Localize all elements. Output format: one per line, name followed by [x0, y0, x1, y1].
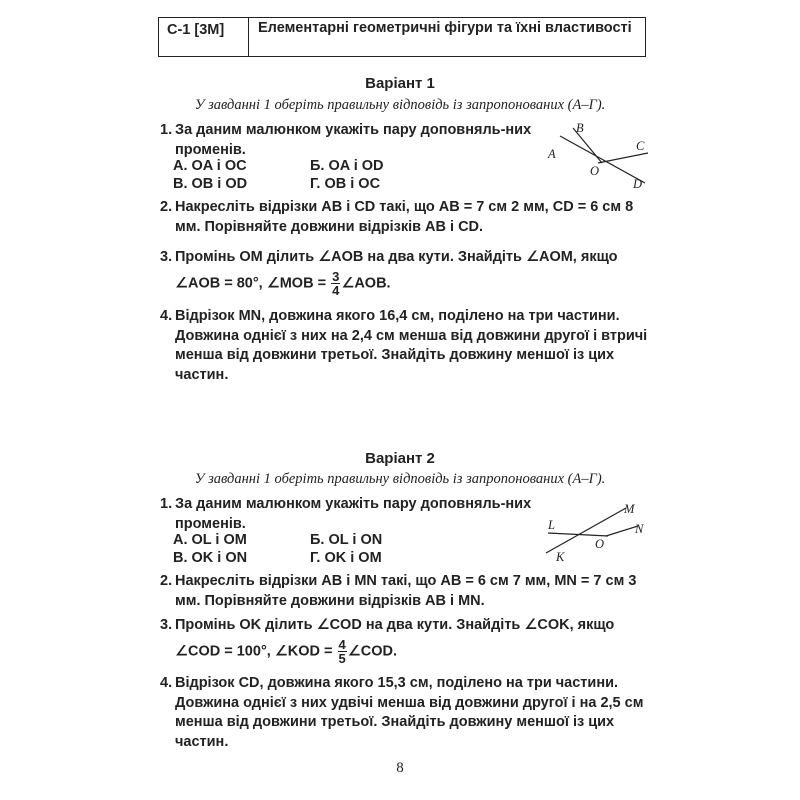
variant2-task2 [160, 572, 650, 611]
section-topic: Елементарні геометричні фігури та їхні властивості [258, 20, 632, 36]
v2-ray-figure [538, 498, 650, 566]
v1-option-b: Б. OA і OD [310, 158, 384, 174]
task-number: 2. [160, 573, 173, 589]
variant1-task3 [160, 248, 650, 297]
task-number: 4. [160, 308, 173, 324]
variant2-task1 [160, 495, 550, 534]
task-text: Відрізок CD, довжина якого 15,3 см, поділено на три частини. Довжина однієї з них удвічі менша від довжини другої і на 2,5 см менша від довжини третьої. Знайдіть довжину меншої із цих частин. [175, 675, 644, 750]
v2-option-b: Б. OL і ON [310, 532, 383, 548]
label-o: O [595, 537, 605, 551]
v2-option-a: А. OL і OM [173, 532, 247, 548]
task-text: За даним малюнком укажіть пару доповняль-них променів. [175, 122, 532, 158]
v1-option-v: В. OB і OD [173, 176, 248, 192]
fraction [331, 270, 340, 297]
task-text: Накресліть відрізки AB і CD такі, що AB = 7 см 2 мм, CD = 6 см 8 мм. Порівняйте довжини відрізків AB і CD. [175, 199, 634, 235]
label-o: O [590, 164, 600, 178]
task-text: Відрізок MN, довжина якого 16,4 см, поділено на три частини. Довжина однієї з них на 2,4 см менша від довжини другої і втричі менша від довжини третьої. Знайдіть довжину меншої із цих частин. [175, 308, 648, 383]
formula-right: ∠COD. [347, 642, 398, 659]
task-number: 3. [160, 617, 173, 633]
v2-option-v: В. OK і ON [173, 550, 248, 566]
variant2-task3 [160, 616, 650, 665]
task-text-line1: Промінь OK ділить ∠COD на два кути. Знайдіть ∠COK, якщо [175, 617, 615, 633]
variant2-title: Варіант 2 [365, 450, 435, 467]
v1-ray-figure [540, 118, 650, 193]
header-table [158, 17, 646, 57]
label-c: C [636, 139, 645, 153]
label-l: L [548, 518, 555, 532]
section-code: С-1 [3М] [159, 18, 249, 56]
variant1-title: Варіант 1 [365, 75, 435, 92]
task-text: Накресліть відрізки AB і MN такі, що AB = 6 см 7 мм, MN = 7 см 3 мм. Порівняйте довжини відрізків AB і MN. [175, 573, 637, 609]
fraction-numerator: 3 [332, 268, 340, 284]
fraction [338, 638, 347, 665]
fraction-denominator: 4 [332, 282, 340, 298]
v1-option-g: Г. OB і OC [310, 176, 381, 192]
task-number: 4. [160, 675, 173, 691]
ray-line-ad [560, 136, 645, 183]
v2-option-g: Г. OK і OM [310, 550, 382, 566]
task-text-line2 [175, 270, 650, 297]
variant1-task2 [160, 198, 650, 237]
label-a: A [548, 147, 556, 161]
label-m: M [624, 502, 635, 516]
variant1-instruction: У завданні 1 оберіть правильну відповідь із запропонованих (А–Г). [194, 97, 606, 113]
fraction-denominator: 5 [338, 650, 346, 666]
task-number: 2. [160, 199, 173, 215]
variant2-instruction: У завданні 1 оберіть правильну відповідь із запропонованих (А–Г). [194, 471, 606, 487]
ray-line-n [606, 526, 638, 536]
label-d: D [633, 177, 643, 191]
label-b: B [576, 121, 584, 135]
ray-line-c [598, 153, 648, 163]
label-k: K [556, 550, 565, 564]
ray-line-km [546, 508, 626, 553]
task-number: 1. [160, 122, 173, 138]
task-text-line1: Промінь OM ділить ∠AOB на два кути. Знайдіть ∠AOM, якщо [175, 249, 618, 265]
page-number: 8 [396, 760, 404, 776]
formula-right: ∠AOB. [341, 274, 391, 291]
fraction-numerator: 4 [338, 636, 346, 652]
v1-option-a: А. OA і OC [173, 158, 247, 174]
formula-left: ∠COD = 100°, ∠KOD = [175, 642, 333, 659]
task-text-line2 [175, 638, 650, 665]
task-number: 1. [160, 496, 173, 512]
variant1-task1 [160, 121, 550, 160]
formula-left: ∠AOB = 80°, ∠MOB = [175, 274, 327, 291]
task-number: 3. [160, 249, 173, 265]
variant1-task4 [160, 307, 650, 385]
variant2-task4 [160, 674, 650, 752]
task-text: За даним малюнком укажіть пару доповняль-них променів. [175, 496, 532, 532]
label-n: N [635, 522, 644, 536]
